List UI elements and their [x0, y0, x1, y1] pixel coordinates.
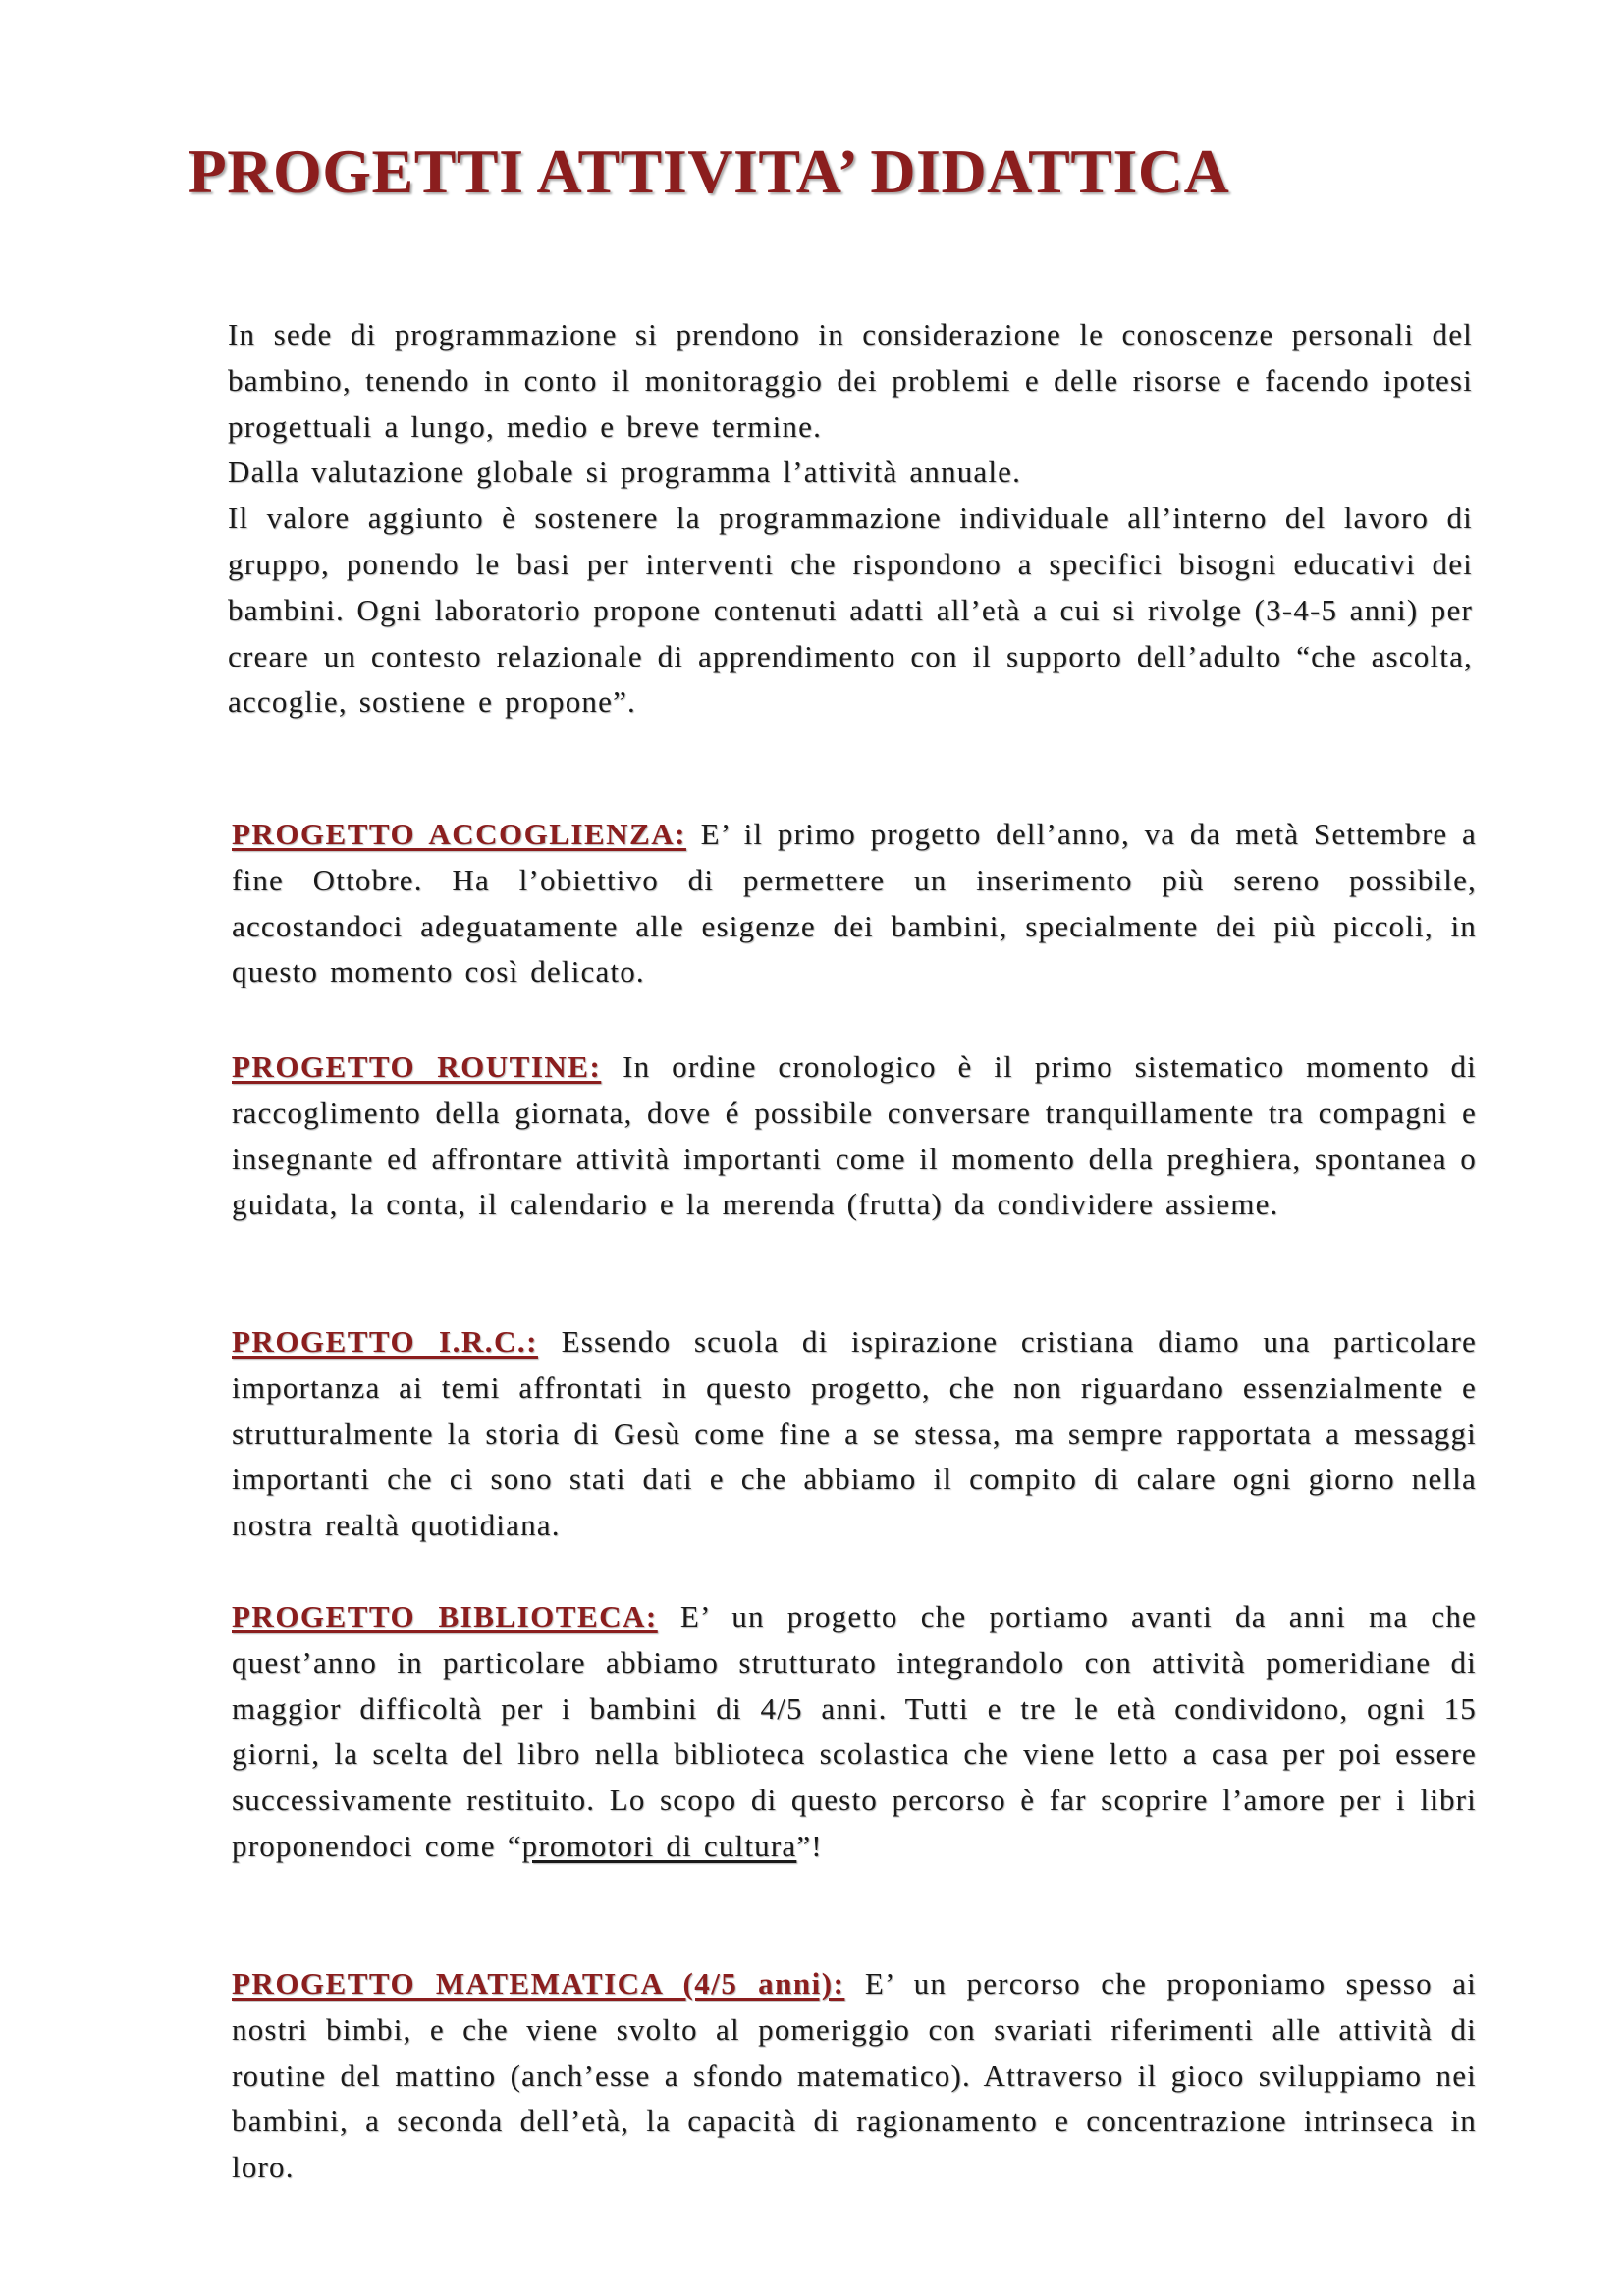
section-heading-routine: PROGETTO ROUTINE: [232, 1049, 602, 1084]
intro-paragraph-3: Il valore aggiunto è sostenere la programmazione individuale all’interno del lavoro di gruppo, ponendo le basi per interventi che rispondono a specifici bisogni educativi dei bambini. Ogni laboratorio propone contenuti adatti all’età a cui si rivolge (3-4-5 anni) per creare un contesto relazionale di apprendimento con il supporto dell’adulto “che ascolta, accoglie, sostiene e propone”. [228, 501, 1473, 720]
section-text-matematica: E’ un percorso che proponiamo spesso ai nostri bimbi, e che viene svolto al pomeriggio con svariati riferimenti alle attività di routine del mattino (anch’esse a sfondo matematico). Attraverso il gioco sviluppiamo nei bambini, a seconda dell’età, la capacità di ragionamento e concentrazione intrinseca in loro. [232, 1966, 1477, 2185]
section-heading-biblioteca: PROGETTO BIBLIOTECA: [232, 1599, 658, 1633]
section-text-biblioteca: E’ un progetto che portiamo avanti da anni ma che quest’anno in particolare abbiamo strutturato integrandolo con attività pomeridiane di maggior difficoltà per i bambini di 4/5 anni. Tutti e tre le età condividono, ogni 15 giorni, la scelta del libro nella biblioteca scolastica che viene letto a casa per poi essere successivamente restituito. Lo scopo di questo percorso è far scoprire l’amore per i libri proponendoci come [232, 1599, 1477, 1863]
quote-open: “ [507, 1828, 522, 1863]
page-title: PROGETTI ATTIVITA’ DIDATTICA [188, 136, 1230, 206]
section-heading-accoglienza: PROGETTO ACCOGLIENZA: [232, 817, 686, 851]
section-heading-matematica: PROGETTO MATEMATICA (4/5 anni): [232, 1966, 845, 2001]
section-biblioteca [232, 1594, 1477, 1870]
section-text-irc: Essendo scuola di ispirazione cristiana diamo una particolare importanza ai temi affrontati in questo progetto, che non riguardano essenzialmente e strutturalmente la storia di Gesù come fine a se stessa, ma sempre rapportata a messaggi importanti che ci sono stati dati e che abbiamo il compito di calare ogni giorno nella nostra realtà quotidiana. [232, 1324, 1477, 1543]
promotori-di-cultura-text: promotori di cultura [521, 1828, 797, 1863]
intro-paragraph-2: Dalla valutazione globale si programma l’attività annuale. [228, 454, 1022, 490]
section-text-routine: In ordine cronologico è il primo sistematico momento di raccoglimento della giornata, dove é possibile conversare tranquillamente tra compagni e insegnante ed affrontare attività importanti come il momento della preghiera, spontanea o guidata, la conta, il calendario e la merenda (frutta) da condividere assieme. [232, 1049, 1477, 1222]
section-irc [232, 1319, 1477, 1549]
section-text-accoglienza: E’ il primo progetto dell’anno, va da metà Settembre a fine Ottobre. Ha l’obiettivo di permettere un inserimento più sereno possibile, accostandoci adeguatamente alle esigenze dei bambini, specialmente dei più piccoli, in questo momento così delicato. [232, 817, 1477, 989]
intro-paragraph-1: In sede di programmazione si prendono in considerazione le conoscenze personali del bambino, tenendo in conto il monitoraggio dei problemi e delle risorse e facendo ipotesi progettuali a lungo, medio e breve termine. [228, 317, 1473, 444]
section-matematica [232, 1961, 1477, 2191]
quote-close: ”! [796, 1828, 823, 1863]
intro-section [228, 312, 1473, 725]
section-heading-irc: PROGETTO I.R.C.: [232, 1324, 538, 1359]
section-routine [232, 1044, 1477, 1228]
section-accoglienza [232, 812, 1477, 995]
